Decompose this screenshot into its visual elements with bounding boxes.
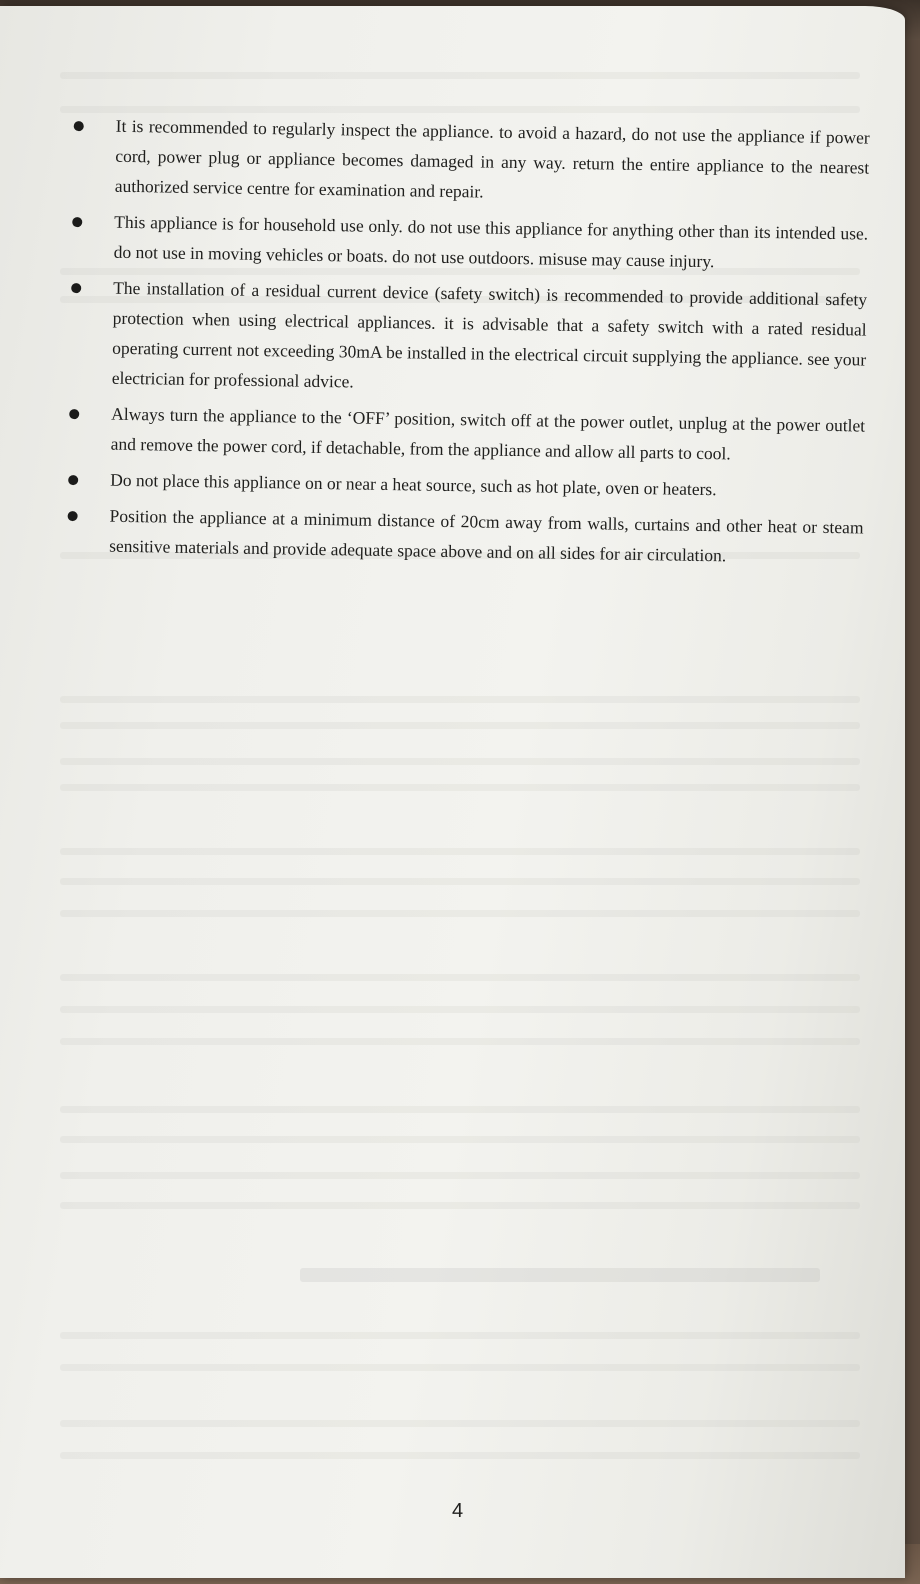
bleed-through-line: [60, 784, 860, 791]
document-page: [0, 6, 905, 1578]
bullet-text: Do not place this appliance on or near a heat source, such as hot plate, oven or heaters.: [110, 469, 717, 500]
bleed-through-line: [60, 848, 860, 855]
page-number: 4: [452, 1500, 464, 1522]
bleed-through-line: [60, 1172, 860, 1179]
bullet-item: [66, 272, 868, 405]
bullet-text: The installation of a residual current device (safety switch) is recommended to provide additional safety protection when using electrical appliances. it is advisable that a safety switch with a rated residual operating current not exceeding 30mA be installed in the electrical circuit supplying the appliance. see your electrician for professional advice.: [111, 277, 868, 392]
bleed-through-heading: [300, 1268, 820, 1282]
bleed-through-line: [60, 1332, 860, 1339]
safety-instructions: [63, 110, 870, 579]
bleed-through-line: [60, 72, 860, 79]
bleed-through-line: [60, 1106, 860, 1113]
bleed-through-line: [60, 1452, 860, 1459]
bleed-through-line: [60, 758, 860, 765]
bullet-item: [68, 206, 869, 279]
bleed-through-line: [60, 722, 860, 729]
bullet-item: [69, 110, 870, 213]
bullet-icon: [69, 409, 79, 419]
bullet-icon: [72, 217, 82, 227]
bullet-text: It is recommended to regularly inspect the appliance. to avoid a hazard, do not use the appliance if power cord, power plug or appliance becomes damaged in any way. return the entire appliance to the nearest authorized service centre for examination and repair.: [114, 115, 870, 202]
bullet-text: Position the appliance at a minimum distance of 20cm away from walls, curtains and other heat or steam sensitive materials and provide adequate space above and on all sides for air circulation.: [109, 505, 864, 566]
bleed-through-line: [60, 1202, 860, 1209]
bleed-through-line: [60, 1006, 860, 1013]
bullet-item: [65, 398, 866, 471]
bullet-text: This appliance is for household use only. do not use this appliance for anything other than its intended use. do not use in moving vehicles or boats. do not use outdoors. misuse may cause injury.: [113, 211, 869, 272]
bleed-through-line: [60, 974, 860, 981]
bullet-list: [63, 110, 870, 573]
bullet-icon: [68, 475, 78, 485]
bullet-item: [64, 464, 864, 507]
bullet-icon: [71, 283, 81, 293]
bleed-through-line: [60, 1038, 860, 1045]
bullet-icon: [74, 121, 84, 131]
bullet-icon: [68, 511, 78, 521]
bleed-through-line: [60, 878, 860, 885]
bleed-through-line: [60, 910, 860, 917]
bullet-text: Always turn the appliance to the ‘OFF’ position, switch off at the power outlet, unplug at the power outlet and remove the power cord, if detachable, from the appliance and allow all parts to cool.: [110, 403, 866, 464]
bullet-item: [63, 500, 864, 573]
bleed-through-line: [60, 1136, 860, 1143]
bleed-through-line: [60, 1364, 860, 1371]
bleed-through-line: [60, 1420, 860, 1427]
bleed-through-line: [60, 696, 860, 703]
